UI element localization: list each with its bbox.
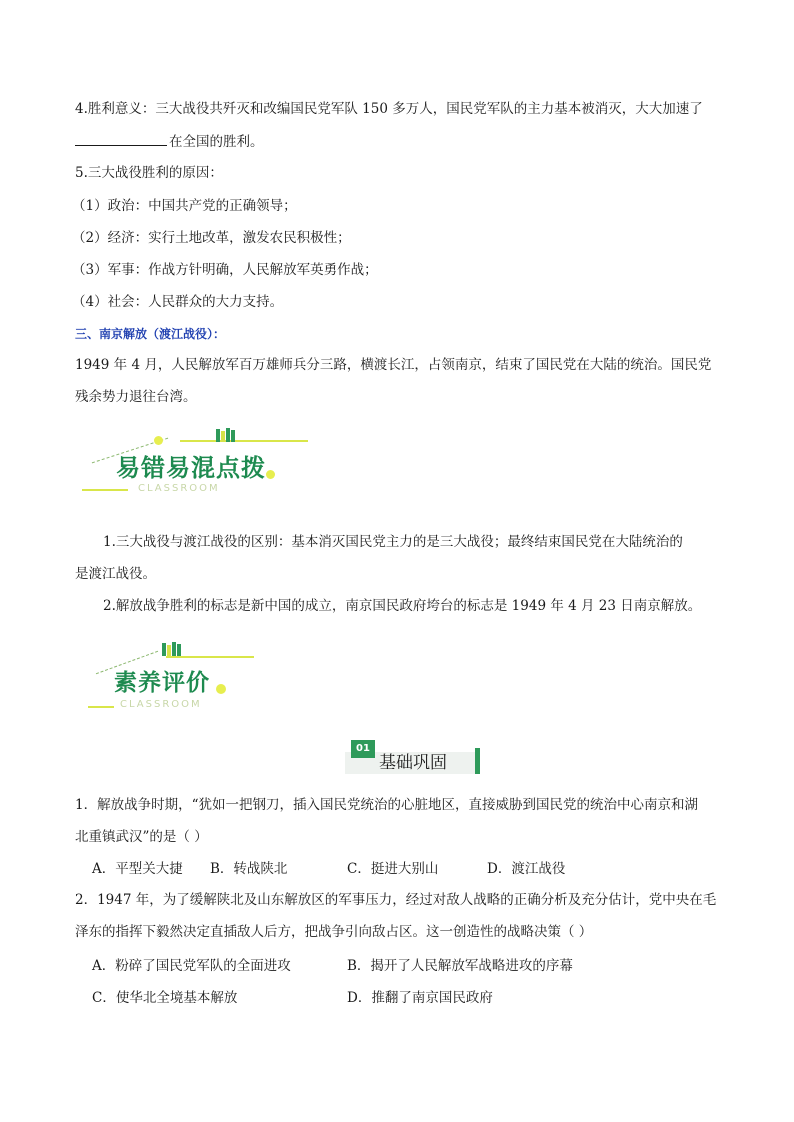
decor-dot (154, 436, 163, 445)
books-icon (162, 642, 181, 656)
section-number: 01 (351, 740, 375, 758)
section3-para-line2: 残余势力退往台湾。 (75, 389, 197, 405)
tip1-line1: 1.三大战役与渡江战役的区别：基本消灭国民党主力的是三大战役；最终结束国民党在大陆统治的 (103, 534, 683, 550)
question-1-option-a[interactable]: A．平型关大捷 (92, 861, 183, 877)
banner-subtitle: CLASSROOM (120, 699, 202, 710)
tip2: 2.解放战争胜利的标志是新中国的成立，南京国民政府垮台的标志是 1949 年 4 月 23 日南京解放。 (103, 598, 702, 614)
question-1-stem-line2: 北重镇武汉”的是（ ） (75, 829, 208, 845)
question-1-option-b[interactable]: B．转战陕北 (210, 861, 288, 877)
banner-title: 素养评价 (114, 670, 210, 696)
section-label (345, 740, 485, 774)
question-2-stem-line2: 泽东的指挥下毅然决定直插敌人后方，把战争引向敌占区。这一创造性的战略决策（ ） (75, 924, 593, 940)
banner-sub-line (88, 706, 114, 708)
point5-item: （4）社会：人民群众的大力支持。 (72, 294, 284, 310)
section3-heading: 三、南京解放（渡江战役）： (75, 327, 226, 341)
point4-line2-text: 在全国的胜利。 (169, 134, 264, 150)
banner-title: 易错易混点拨 (116, 454, 266, 482)
question-2-option-d[interactable]: D．推翻了南京国民政府 (347, 990, 493, 1006)
point5-heading: 5.三大战役胜利的原因： (75, 165, 223, 181)
tip1-line2: 是渡江战役。 (75, 566, 156, 582)
banner-error-tips (80, 422, 320, 502)
books-icon (216, 428, 235, 442)
question-2-stem-line1: 2．1947 年，为了缓解陕北及山东解放区的军事压力，经过对敌人战略的正确分析及充分估计，党中央在毛 (75, 892, 717, 908)
point5-item: （3）军事：作战方针明确，人民解放军英勇作战； (72, 262, 378, 278)
question-2-option-a[interactable]: A．粉碎了国民党军队的全面进攻 (92, 958, 291, 974)
section-bar (475, 748, 480, 774)
decor-dot (216, 684, 226, 694)
banner-evaluation (86, 636, 266, 716)
decor-dot (266, 470, 275, 479)
question-1-option-c[interactable]: C．挺进大别山 (347, 861, 439, 877)
point4-line2 (75, 131, 264, 152)
question-1-option-d[interactable]: D．渡江战役 (487, 861, 566, 877)
banner-top-line (166, 656, 254, 658)
section3-para-line1: 1949 年 4 月，人民解放军百万雄师兵分三路，横渡长江，占领南京，结束了国民党在大陆的统治。国民党 (75, 357, 712, 373)
fill-blank[interactable] (75, 131, 167, 146)
banner-sub-line (82, 489, 128, 491)
question-1-stem-line1: 1．解放战争时期，“犹如一把钢刀，插入国民党统治的心脏地区，直接威胁到国民党的统治中心南京和湖 (75, 797, 698, 813)
question-2-option-c[interactable]: C．使华北全境基本解放 (92, 990, 238, 1006)
point4-line1: 4.胜利意义：三大战役共歼灭和改编国民党军队 150 多万人，国民党军队的主力基本被消灭，大大加速了 (75, 101, 703, 117)
section-title: 基础巩固 (379, 753, 447, 773)
banner-top-line (180, 440, 308, 442)
question-2-option-b[interactable]: B．揭开了人民解放军战略进攻的序幕 (347, 958, 573, 974)
point5-item: （2）经济：实行土地改革，激发农民积极性； (72, 230, 351, 246)
point5-item: （1）政治：中国共产党的正确领导； (72, 198, 297, 214)
banner-subtitle: CLASSROOM (138, 483, 220, 494)
